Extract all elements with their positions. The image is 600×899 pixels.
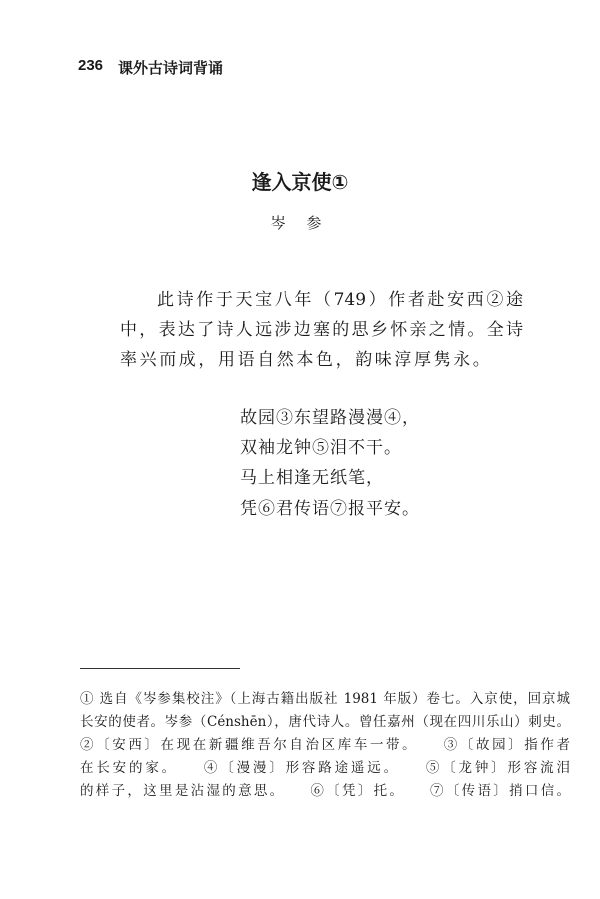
footnote-line: 长安的使者。岑参（Cénshēn），唐代诗人。曾任嘉州（现在四川乐山）刺史。 <box>80 714 570 730</box>
intro-line: 此诗作于天宝八年（749）作者赴安西②途 <box>157 290 523 310</box>
poem-title: 逢入京使① <box>251 170 349 194</box>
intro-line: 中，表达了诗人远涉边塞的思乡怀亲之情。全诗 <box>120 320 523 340</box>
verse-line: 故园③东望路漫漫④， <box>240 408 420 428</box>
page-number: 236 <box>78 57 104 74</box>
footnote-line: ②〔安西〕在现在新疆维吾尔自治区库车一带。 ③〔故园〕指作者 <box>80 737 570 753</box>
poem-author: 岑 参 <box>270 214 330 232</box>
running-title: 课外古诗词背诵 <box>118 59 224 77</box>
verse-line: 马上相逢无纸笔， <box>240 468 384 488</box>
footnote-divider <box>80 668 240 669</box>
verse-line: 凭⑥君传语⑦报平安。 <box>240 499 420 519</box>
footnote-line: 在长安的家。 ④〔漫漫〕形容路途遥远。 ⑤〔龙钟〕形容流泪 <box>80 760 570 776</box>
footnote-line: ① 选自《岑参集校注》（上海古籍出版社 1981 年版）卷七。入京使，回京城 <box>80 691 570 707</box>
intro-line: 率兴而成，用语自然本色，韵味淳厚隽永。 <box>120 350 493 370</box>
verse-line: 双袖龙钟⑤泪不干。 <box>240 438 402 458</box>
footnote-line: 的样子，这里是沾湿的意思。 ⑥〔凭〕托。 ⑦〔传语〕捎口信。 <box>80 783 570 799</box>
